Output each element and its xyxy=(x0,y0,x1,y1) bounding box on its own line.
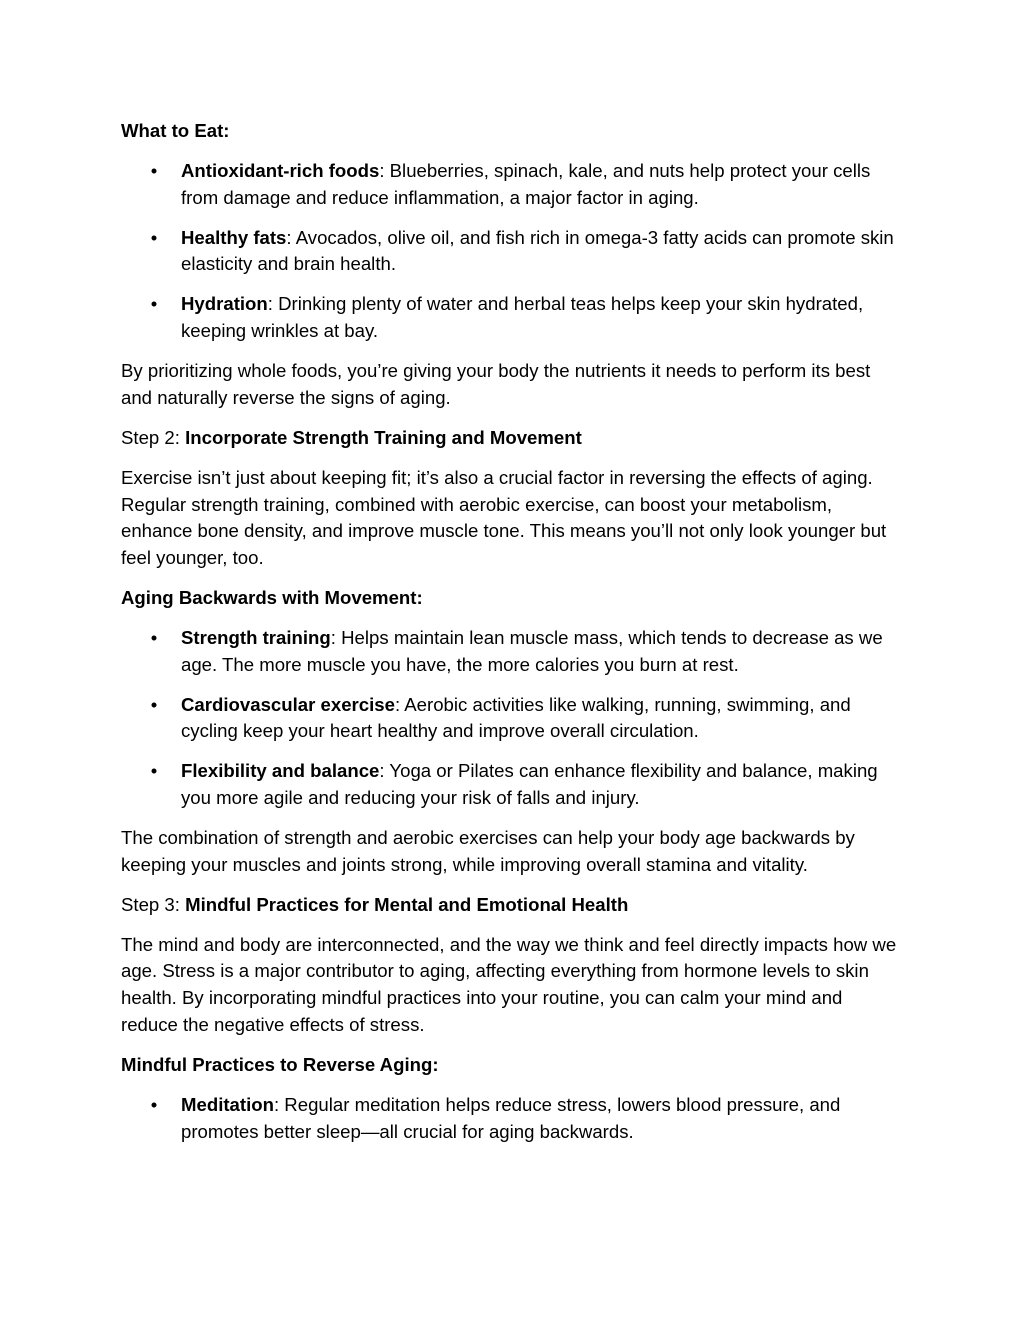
list-item xyxy=(121,625,901,678)
list-item-term: Antioxidant-rich foods xyxy=(181,160,380,181)
bullet-icon: • xyxy=(150,693,158,715)
list-item-term: Meditation xyxy=(181,1093,274,1115)
list-item-text: : Regular meditation helps reduce stress, lowers blood pressure, and promotes better sleep—all crucial for aging backwards. xyxy=(181,1093,841,1142)
paragraph-exercise: Exercise isn’t just about keeping fit; it’s also a crucial factor in reversing the effects of aging. Regular strength training, combined with aerobic exercise, can boost your metabolism, enhance bone density, and improve muscle tone. This means you’ll not only look younger but feel younger, too. xyxy=(121,466,887,568)
list-item-term: Cardiovascular exercise xyxy=(181,693,395,715)
list-item xyxy=(121,291,901,344)
bullet-icon: • xyxy=(150,760,158,782)
paragraph-mind-body: The mind and body are interconnected, and the way we think and feel directly impacts how we age. Stress is a major contributor to aging, affecting everything from hormone levels to skin health. By incorporating mindful practices into your routine, you can calm your mind and reduce the negative effects of stress. xyxy=(121,933,897,1035)
section-heading-movement: Aging Backwards with Movement: xyxy=(121,586,423,608)
bullet-icon: • xyxy=(150,1093,158,1115)
list-movement xyxy=(121,625,901,812)
list-item xyxy=(121,758,901,811)
paragraph-whole-foods: By prioritizing whole foods, you’re giving your body the nutrients it needs to perform its best and naturally reverse the signs of aging. xyxy=(121,360,871,408)
list-item-term: Healthy fats xyxy=(181,226,287,248)
list-item-text: : Helps maintain lean muscle mass, which tends to decrease as we age. The more muscle you have, the more calories you burn at rest. xyxy=(181,626,883,675)
bullet-icon: • xyxy=(150,626,158,648)
section-heading-what-to-eat: What to Eat: xyxy=(121,120,230,141)
list-what-to-eat xyxy=(121,158,901,345)
list-item xyxy=(121,225,901,278)
step-2-heading: Step 2: Incorporate Strength Training and Movement xyxy=(121,426,582,448)
bullet-icon: • xyxy=(150,160,158,181)
bullet-icon: • xyxy=(150,226,158,248)
list-item-term: Flexibility and balance xyxy=(181,760,380,782)
list-item xyxy=(121,158,901,211)
document-page xyxy=(121,118,901,1159)
list-item-text: : Blueberries, spinach, kale, and nuts help protect your cells from damage and reduce inflammation, a major factor in aging. xyxy=(181,160,871,208)
list-item-text: : Yoga or Pilates can enhance flexibility and balance, making you more agile and reducing your risk of falls and injury. xyxy=(181,760,878,809)
list-item xyxy=(121,1092,901,1145)
paragraph-combination: The combination of strength and aerobic exercises can help your body age backwards by keeping your muscles and joints strong, while improving overall stamina and vitality. xyxy=(121,827,855,875)
list-item-text: : Drinking plenty of water and herbal teas helps keep your skin hydrated, keeping wrinkles at bay. xyxy=(181,293,864,342)
list-item-text: : Aerobic activities like walking, running, swimming, and cycling keep your heart healthy and improve overall circulation. xyxy=(181,693,851,742)
list-item-term: Hydration xyxy=(181,293,268,315)
list-item-text: : Avocados, olive oil, and fish rich in omega-3 fatty acids can promote skin elasticity and brain health. xyxy=(181,226,894,275)
list-mindful xyxy=(121,1092,901,1145)
step-3-heading: Step 3: Mindful Practices for Mental and Emotional Health xyxy=(121,893,629,915)
bullet-icon: • xyxy=(150,293,158,315)
section-heading-mindful: Mindful Practices to Reverse Aging: xyxy=(121,1053,439,1075)
list-item xyxy=(121,692,901,745)
list-item-term: Strength training xyxy=(181,626,331,648)
